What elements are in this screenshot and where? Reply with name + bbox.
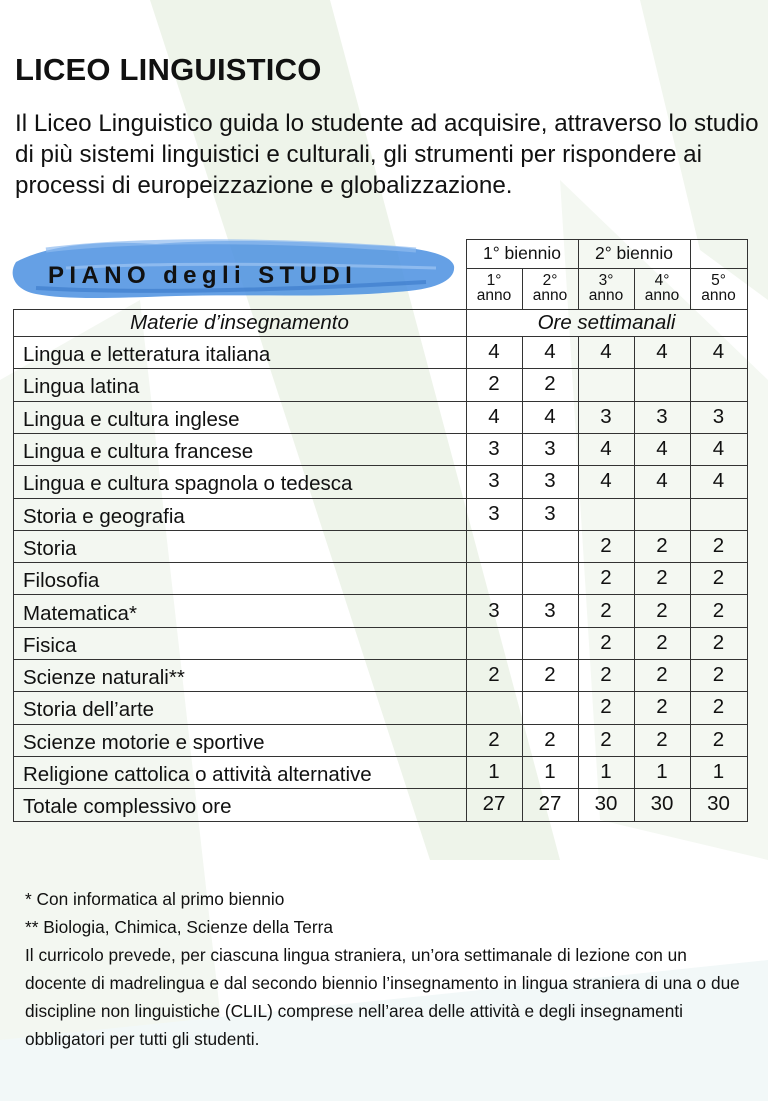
hours-cell: 30 xyxy=(707,792,730,816)
group-header xyxy=(690,239,747,268)
hours-cell: 1 xyxy=(600,760,612,784)
hours-cell: 1 xyxy=(656,760,668,784)
grid-line xyxy=(13,401,748,402)
group-header: 1° biennio xyxy=(482,243,562,263)
year-word: anno xyxy=(644,287,680,304)
grid-line xyxy=(13,562,748,563)
hours-cell: 2 xyxy=(712,663,725,687)
hours-cell: 4 xyxy=(656,469,668,493)
hours-cell: 3 xyxy=(488,469,500,493)
grid-line xyxy=(13,724,748,725)
hours-cell: 3 xyxy=(488,437,500,461)
hours-cell: 4 xyxy=(712,340,725,364)
hours-header: Ore settimanali xyxy=(537,310,676,334)
grid-line xyxy=(13,368,748,369)
year-header xyxy=(690,273,747,303)
hours-cell: 4 xyxy=(600,340,612,364)
hours-cell: 2 xyxy=(712,598,725,622)
grid-line xyxy=(13,594,748,595)
hours-cell: 4 xyxy=(488,340,500,364)
hours-cell: 4 xyxy=(712,469,725,493)
hours-cell: 2 xyxy=(656,663,668,687)
grid-line xyxy=(466,239,467,821)
grid-line xyxy=(466,239,748,240)
year-number: 5° xyxy=(711,272,726,289)
hours-cell xyxy=(522,530,578,562)
subject-cell: Religione cattolica o attività alternative xyxy=(23,763,372,787)
hours-cell: 2 xyxy=(544,727,556,751)
hours-cell: 2 xyxy=(712,630,725,654)
grid-line xyxy=(578,336,579,821)
hours-cell: 27 xyxy=(538,792,562,816)
hours-cell: 2 xyxy=(488,727,500,751)
year-header xyxy=(634,273,690,303)
grid-line xyxy=(13,336,748,337)
hours-cell: 4 xyxy=(544,404,556,428)
hours-cell: 3 xyxy=(544,469,556,493)
subject-cell: Scienze motorie e sportive xyxy=(23,730,265,754)
hours-cell: 1 xyxy=(544,760,556,784)
year-header xyxy=(466,273,522,303)
hours-cell xyxy=(466,562,522,594)
subject-cell: Lingua e cultura francese xyxy=(23,440,254,464)
grid-line xyxy=(13,627,748,628)
hours-cell xyxy=(466,530,522,562)
hours-cell: 3 xyxy=(544,598,556,622)
plan-title: PIANO degli STUDI xyxy=(48,262,358,289)
hours-cell: 2 xyxy=(544,372,556,396)
hours-cell xyxy=(466,627,522,659)
hours-cell xyxy=(634,498,690,530)
grid-line xyxy=(13,756,748,757)
grid-line xyxy=(13,659,748,660)
grid-line xyxy=(634,268,635,309)
hours-cell: 4 xyxy=(600,469,612,493)
hours-cell: 2 xyxy=(656,566,668,590)
hours-cell: 2 xyxy=(712,695,725,719)
intro-paragraph: Il Liceo Linguistico guida lo studente ad acquisire, attraverso lo studio di più sistemi linguistici e culturali, gli strumenti per rispondere ai processi di europeizzazione e globalizzazione. xyxy=(15,110,759,199)
hours-cell: 3 xyxy=(544,437,556,461)
hours-cell: 2 xyxy=(544,663,556,687)
hours-cell: 4 xyxy=(712,437,725,461)
hours-cell: 1 xyxy=(488,760,500,784)
note-informatica: * Con informatica al primo biennio xyxy=(25,889,285,909)
grid-line xyxy=(13,465,748,466)
grid-line xyxy=(522,336,523,821)
year-word: anno xyxy=(532,287,568,304)
grid-line xyxy=(13,498,748,499)
hours-cell: 2 xyxy=(600,695,612,719)
hours-cell xyxy=(522,627,578,659)
hours-cell: 4 xyxy=(656,340,668,364)
subject-cell: Filosofia xyxy=(23,569,100,593)
hours-cell: 2 xyxy=(600,533,612,557)
hours-cell xyxy=(522,691,578,723)
subject-cell: Lingua e cultura spagnola o tedesca xyxy=(23,472,353,496)
subject-cell: Storia e geografia xyxy=(23,504,185,528)
hours-cell: 3 xyxy=(488,598,500,622)
note-scienze: ** Biologia, Chimica, Scienze della Terra xyxy=(25,917,334,937)
subject-cell: Totale complessivo ore xyxy=(23,795,232,819)
hours-cell: 2 xyxy=(656,695,668,719)
year-number: 3° xyxy=(598,272,614,289)
year-word: anno xyxy=(701,287,736,304)
hours-cell: 30 xyxy=(650,792,674,816)
page-title: LICEO LINGUISTICO xyxy=(15,52,322,87)
year-number: 4° xyxy=(654,272,670,289)
hours-cell xyxy=(522,562,578,594)
subject-cell: Matematica* xyxy=(23,601,137,625)
hours-cell: 4 xyxy=(544,340,556,364)
year-word: anno xyxy=(588,287,624,304)
year-number: 2° xyxy=(542,272,558,289)
hours-cell xyxy=(578,368,634,400)
hours-cell: 2 xyxy=(712,566,725,590)
hours-cell: 2 xyxy=(600,727,612,751)
subject-cell: Storia xyxy=(23,536,77,560)
hours-cell: 1 xyxy=(712,760,725,784)
hours-cell: 2 xyxy=(712,727,725,751)
subject-cell: Scienze naturali** xyxy=(23,666,185,690)
year-header xyxy=(522,273,578,303)
year-header xyxy=(578,273,634,303)
group-header: 2° biennio xyxy=(594,243,674,263)
subject-cell: Lingua e cultura inglese xyxy=(23,407,240,431)
hours-cell: 3 xyxy=(712,404,725,428)
grid-line xyxy=(578,239,579,309)
hours-cell xyxy=(690,498,747,530)
hours-cell: 2 xyxy=(656,598,668,622)
subject-cell: Lingua latina xyxy=(23,375,140,399)
grid-line xyxy=(13,691,748,692)
grid-line xyxy=(634,336,635,821)
grid-line xyxy=(13,309,748,310)
hours-cell: 2 xyxy=(656,630,668,654)
hours-cell xyxy=(578,498,634,530)
hours-cell: 4 xyxy=(600,437,612,461)
hours-cell xyxy=(466,691,522,723)
hours-cell: 30 xyxy=(594,792,618,816)
hours-cell: 2 xyxy=(712,533,725,557)
hours-cell: 2 xyxy=(656,533,668,557)
hours-cell: 27 xyxy=(482,792,506,816)
hours-cell xyxy=(690,368,747,400)
subject-header: Materie d’insegnamento xyxy=(130,310,349,334)
hours-cell: 3 xyxy=(656,404,668,428)
grid-line xyxy=(13,821,748,822)
hours-cell: 2 xyxy=(600,663,612,687)
subject-cell: Fisica xyxy=(23,633,77,657)
hours-cell: 4 xyxy=(656,437,668,461)
hours-cell xyxy=(634,368,690,400)
grid-line xyxy=(13,530,748,531)
notes-section xyxy=(25,885,745,1053)
hours-cell: 2 xyxy=(600,566,612,590)
hours-cell: 3 xyxy=(544,501,556,525)
grid-line xyxy=(466,268,748,269)
grid-line xyxy=(13,309,14,821)
year-word: anno xyxy=(476,287,512,304)
hours-cell: 2 xyxy=(656,727,668,751)
grid-line xyxy=(690,239,691,309)
note-curricolo: Il curricolo prevede, per ciascuna lingua straniera, un’ora settimanale di lezione con un docente di madrelingua e dal secondo biennio l’insegnamento in lingua straniera di una o due discipline non linguistiche (CLIL) comprese nell’area delle attività e degli insegnamenti obbligatori per tutti gli studenti. xyxy=(25,945,740,1049)
hours-cell: 4 xyxy=(488,404,500,428)
hours-cell: 2 xyxy=(488,372,500,396)
grid-line xyxy=(13,433,748,434)
hours-cell: 3 xyxy=(488,501,500,525)
year-number: 1° xyxy=(486,272,502,289)
grid-line xyxy=(522,268,523,309)
subject-cell: Storia dell’arte xyxy=(23,698,155,722)
grid-line xyxy=(747,239,748,821)
hours-cell: 2 xyxy=(600,598,612,622)
grid-line xyxy=(13,788,748,789)
hours-cell: 2 xyxy=(600,630,612,654)
hours-cell: 2 xyxy=(488,663,500,687)
grid-line xyxy=(690,336,691,821)
hours-cell: 3 xyxy=(600,404,612,428)
subject-cell: Lingua e letteratura italiana xyxy=(23,343,271,367)
